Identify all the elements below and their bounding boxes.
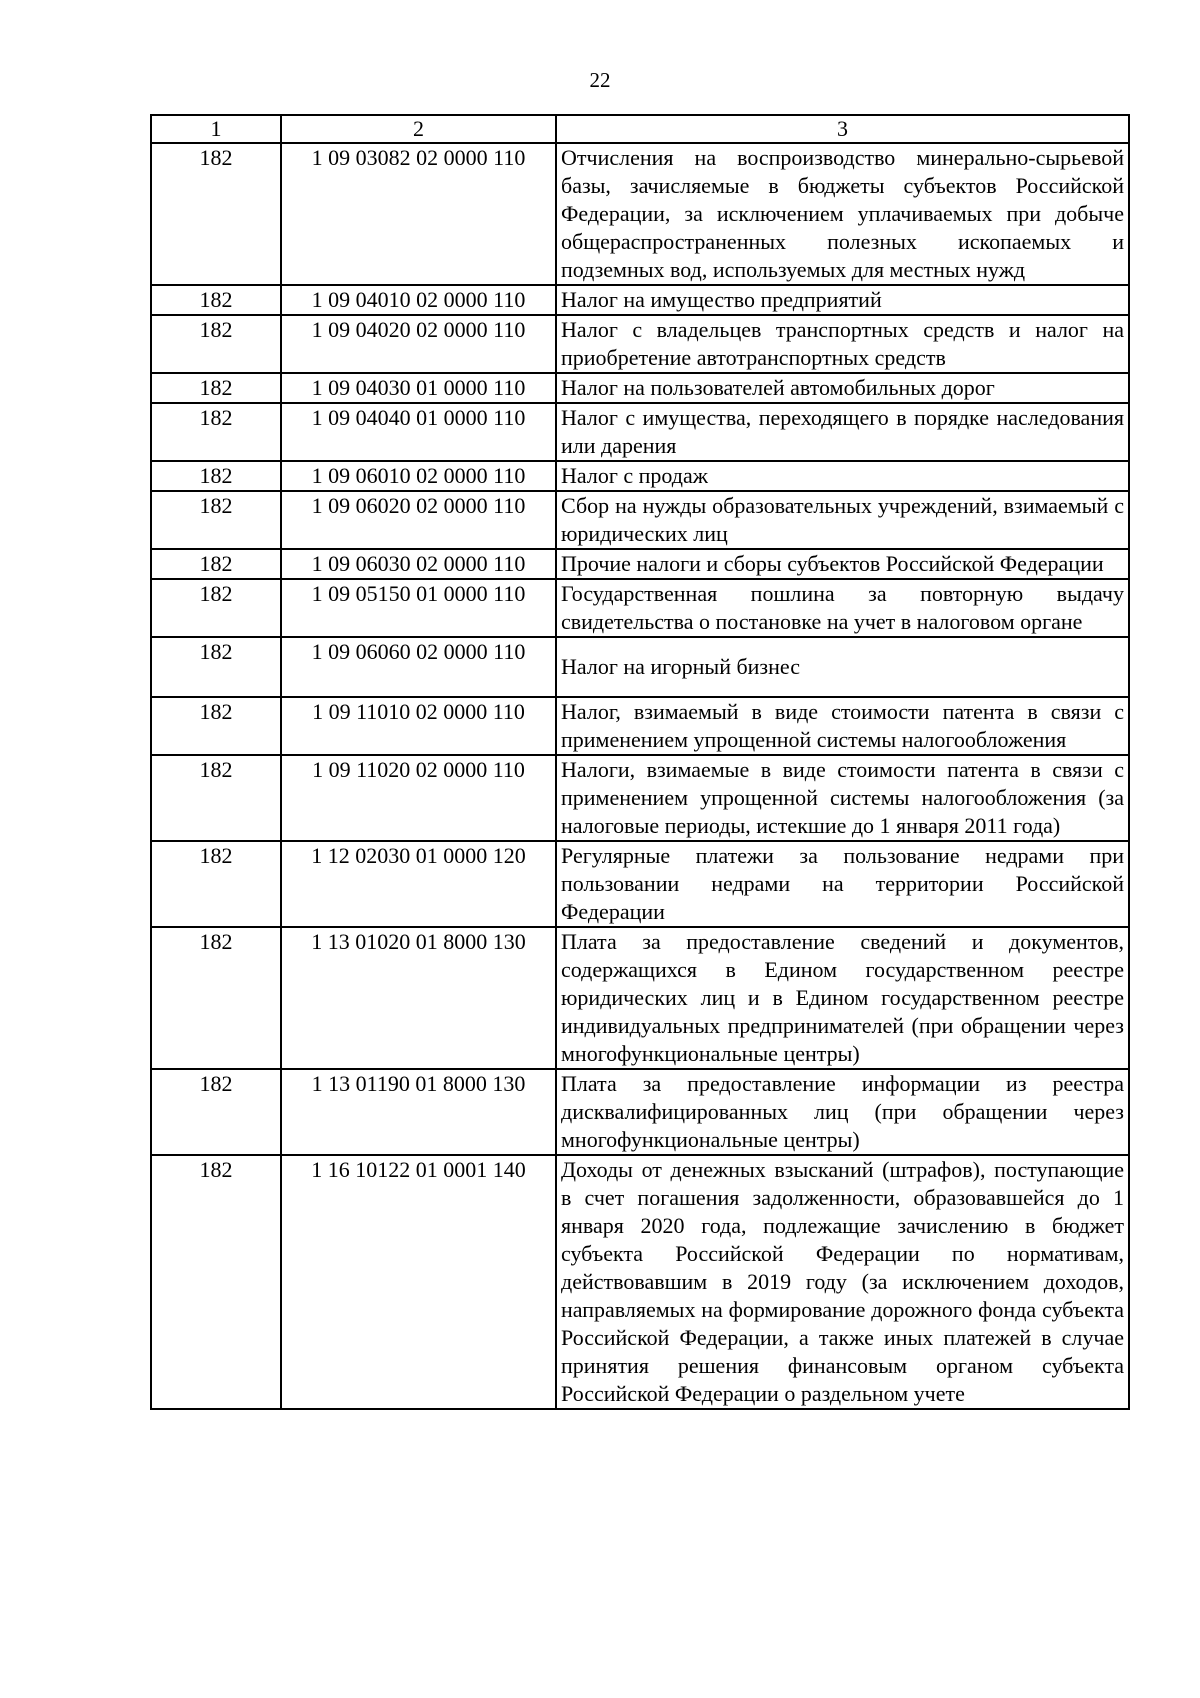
admin-code-cell: 182: [151, 1155, 281, 1409]
description-cell: Налог на имущество предприятий: [556, 285, 1129, 315]
admin-code-cell: 182: [151, 491, 281, 549]
table-row: [151, 841, 1129, 927]
admin-code-cell: 182: [151, 579, 281, 637]
admin-code-cell: 182: [151, 841, 281, 927]
budget-code-cell: 1 09 06060 02 0000 110: [281, 637, 556, 697]
table-row: [151, 927, 1129, 1069]
budget-code-cell: 1 09 04020 02 0000 110: [281, 315, 556, 373]
admin-code-cell: 182: [151, 697, 281, 755]
budget-code-cell: 1 13 01190 01 8000 130: [281, 1069, 556, 1155]
column-header-1: 1: [151, 115, 281, 143]
description-cell: Плата за предоставление сведений и документов, содержащихся в Едином государственном реестре юридических лиц и в Едином государственном реестре индивидуальных предпринимателей (при обращении через многофункциональные центры): [556, 927, 1129, 1069]
admin-code-cell: 182: [151, 637, 281, 697]
budget-code-cell: 1 09 11010 02 0000 110: [281, 697, 556, 755]
description-cell: Плата за предоставление информации из реестра дисквалифицированных лиц (при обращении через многофункциональные центры): [556, 1069, 1129, 1155]
description-cell: Доходы от денежных взысканий (штрафов), поступающие в счет погашения задолженности, образовавшейся до 1 января 2020 года, подлежащие зачислению в бюджет субъекта Российской Федерации по нормативам, действовавшим в 2019 году (за исключением доходов, направляемых на формирование дорожного фонда субъекта Российской Федерации, а также иных платежей в случае принятия решения финансовым органом субъекта Российской Федерации о раздельном учете: [556, 1155, 1129, 1409]
table-row: [151, 637, 1129, 697]
table-row: [151, 1069, 1129, 1155]
description-cell: Налог с владельцев транспортных средств и налог на приобретение автотранспортных средств: [556, 315, 1129, 373]
budget-code-cell: 1 09 04040 01 0000 110: [281, 403, 556, 461]
table-row: [151, 697, 1129, 755]
budget-code-cell: 1 09 06020 02 0000 110: [281, 491, 556, 549]
description-cell: Государственная пошлина за повторную выдачу свидетельства о постановке на учет в налоговом органе: [556, 579, 1129, 637]
description-cell: Прочие налоги и сборы субъектов Российской Федерации: [556, 549, 1129, 579]
description-cell: Налог с имущества, переходящего в порядке наследования или дарения: [556, 403, 1129, 461]
table-header-row: [151, 115, 1129, 143]
budget-code-cell: 1 09 04030 01 0000 110: [281, 373, 556, 403]
admin-code-cell: 182: [151, 549, 281, 579]
column-header-3: 3: [556, 115, 1129, 143]
budget-code-cell: 1 16 10122 01 0001 140: [281, 1155, 556, 1409]
revenue-codes-table: [150, 114, 1130, 1410]
admin-code-cell: 182: [151, 1069, 281, 1155]
admin-code-cell: 182: [151, 315, 281, 373]
description-cell: Регулярные платежи за пользование недрами при пользовании недрами на территории Российской Федерации: [556, 841, 1129, 927]
budget-code-cell: 1 13 01020 01 8000 130: [281, 927, 556, 1069]
column-header-2: 2: [281, 115, 556, 143]
admin-code-cell: 182: [151, 143, 281, 285]
admin-code-cell: 182: [151, 461, 281, 491]
description-cell: Налог с продаж: [556, 461, 1129, 491]
table-row: [151, 285, 1129, 315]
admin-code-cell: 182: [151, 373, 281, 403]
admin-code-cell: 182: [151, 755, 281, 841]
budget-code-cell: 1 09 03082 02 0000 110: [281, 143, 556, 285]
table-row: [151, 373, 1129, 403]
budget-code-cell: 1 12 02030 01 0000 120: [281, 841, 556, 927]
budget-code-cell: 1 09 11020 02 0000 110: [281, 755, 556, 841]
table-row: [151, 549, 1129, 579]
table-row: [151, 755, 1129, 841]
table-row: [151, 143, 1129, 285]
description-cell: Налоги, взимаемые в виде стоимости патента в связи с применением упрощенной системы налогообложения (за налоговые периоды, истекшие до 1 января 2011 года): [556, 755, 1129, 841]
description-cell: Сбор на нужды образовательных учреждений, взимаемый с юридических лиц: [556, 491, 1129, 549]
description-cell: Отчисления на воспроизводство минерально-сырьевой базы, зачисляемые в бюджеты субъектов Российской Федерации, за исключением уплачиваемых при добыче общераспространенных полезных ископаемых и подземных вод, используемых для местных нужд: [556, 143, 1129, 285]
page-number: 22: [589, 68, 611, 92]
description-cell: Налог на игорный бизнес: [556, 637, 1129, 697]
admin-code-cell: 182: [151, 285, 281, 315]
admin-code-cell: 182: [151, 403, 281, 461]
table-row: [151, 461, 1129, 491]
description-cell: Налог на пользователей автомобильных дорог: [556, 373, 1129, 403]
table-row: [151, 491, 1129, 549]
table-row: [151, 579, 1129, 637]
budget-code-cell: 1 09 06030 02 0000 110: [281, 549, 556, 579]
budget-code-cell: 1 09 04010 02 0000 110: [281, 285, 556, 315]
description-cell: Налог, взимаемый в виде стоимости патента в связи с применением упрощенной системы налогообложения: [556, 697, 1129, 755]
budget-code-cell: 1 09 05150 01 0000 110: [281, 579, 556, 637]
table-row: [151, 403, 1129, 461]
admin-code-cell: 182: [151, 927, 281, 1069]
table-row: [151, 315, 1129, 373]
budget-code-cell: 1 09 06010 02 0000 110: [281, 461, 556, 491]
table-row: [151, 1155, 1129, 1409]
